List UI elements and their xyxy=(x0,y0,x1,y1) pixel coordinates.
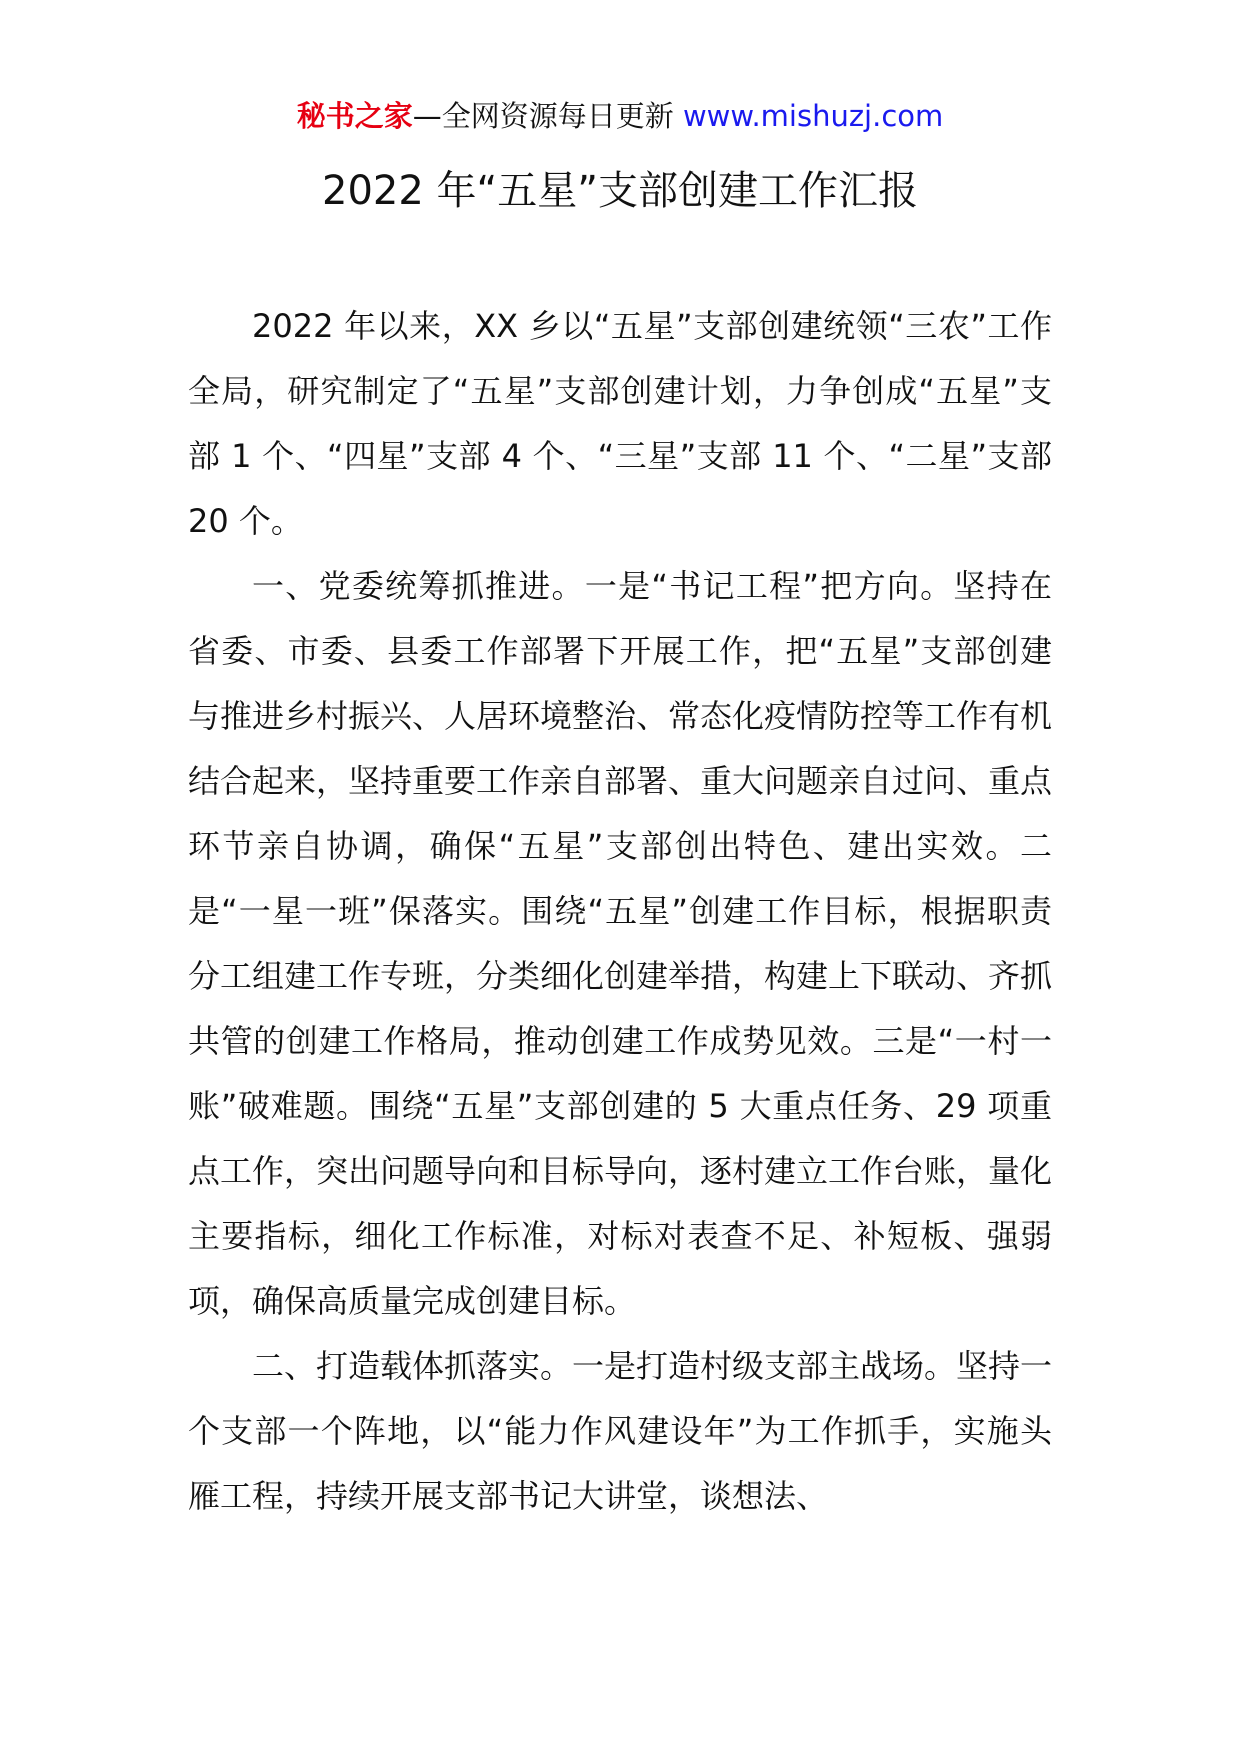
header-tagline: —全网资源每日更新 xyxy=(412,99,674,133)
site-header xyxy=(0,96,1240,136)
paragraph-intro: 2022 年以来，XX 乡以“五星”支部创建统领“三农”工作全局，研究制定了“五星”支部创建计划，力争创成“五星”支部 1 个、“四星”支部 4 个、“三星”支部 11 个、“二星”支部 20 个。 xyxy=(188,307,1052,540)
paragraph-section-1: 一、党委统筹抓推进。一是“书记工程”把方向。坚持在省委、市委、县委工作部署下开展工作，把“五星”支部创建与推进乡村振兴、人居环境整治、常态化疫情防控等工作有机结合起来，坚持重要工作亲自部署、重大问题亲自过问、重点环节亲自协调，确保“五星”支部创出特色、建出实效。二是“一星一班”保落实。围绕“五星”创建工作目标，根据职责分工组建工作专班，分类细化创建举措，构建上下联动、齐抓共管的创建工作格局，推动创建工作成势见效。三是“一村一账”破难题。围绕“五星”支部创建的 5 大重点任务、29 项重点工作，突出问题导向和目标导向，逐村建立工作台账，量化主要指标，细化工作标准，对标对表查不足、补短板、强弱项，确保高质量完成创建目标。 xyxy=(188,567,1053,1320)
paragraph-section-2: 二、打造载体抓落实。一是打造村级支部主战场。坚持一个支部一个阵地，以“能力作风建设年”为工作抓手，实施头雁工程，持续开展支部书记大讲堂，谈想法、 xyxy=(188,1347,1053,1515)
site-url-link[interactable]: www.mishuzj.com xyxy=(682,99,944,133)
document-title: 2022 年“五星”支部创建工作汇报 xyxy=(322,168,918,214)
brand-name: 秘书之家 xyxy=(296,99,413,133)
document-body xyxy=(188,294,1052,1529)
